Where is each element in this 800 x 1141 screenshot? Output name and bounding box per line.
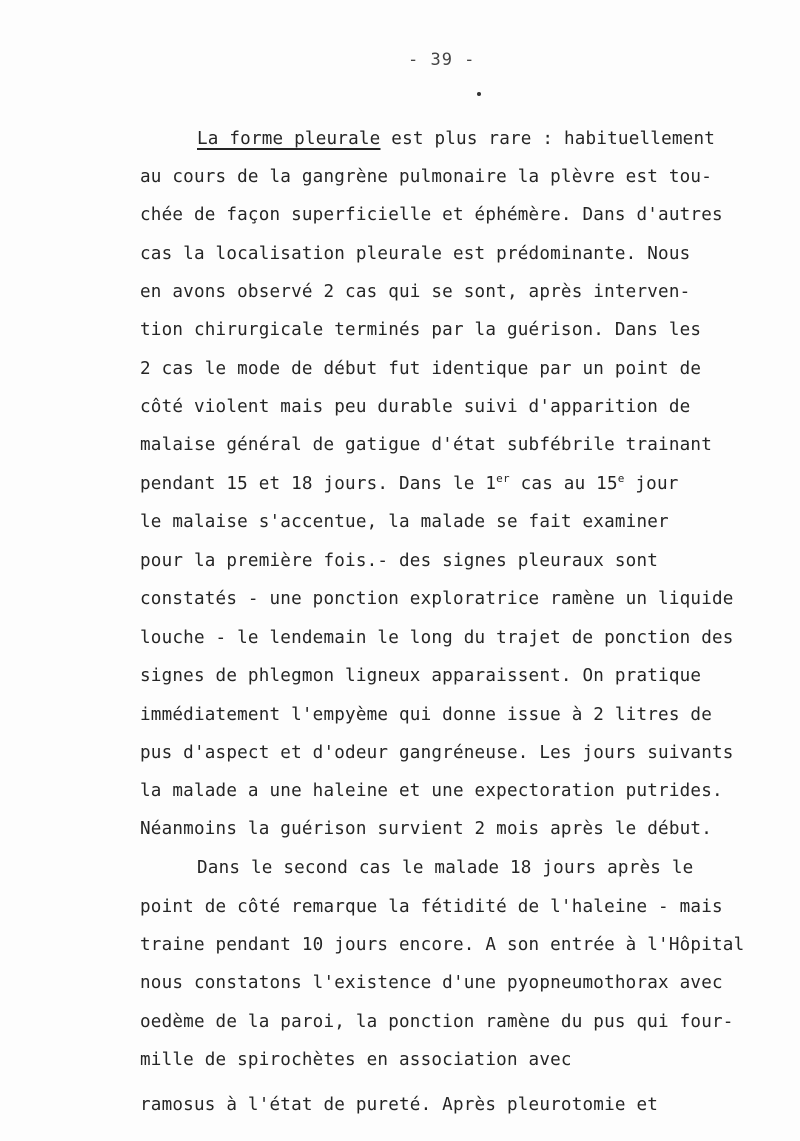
text-span: pendant 15 et 18 jours. Dans le 1 (140, 474, 497, 494)
text-line: la malade a une haleine et une expectoration putrides. (140, 781, 723, 801)
text-line: pour la première fois.- des signes pleuraux sont (140, 551, 659, 571)
text-line: 2 cas le mode de début fut identique par un point de (140, 359, 702, 379)
text-line: côté violent mais peu durable suivi d'apparition de (140, 397, 691, 417)
text-line (197, 128, 715, 150)
text-line: pus d'aspect et d'odeur gangréneuse. Les jours suivants (140, 743, 734, 763)
text-line: signes de phlegmon ligneux apparaissent. On pratique (140, 666, 702, 686)
text-line: chée de façon superficielle et éphémère. Dans d'autres (140, 205, 723, 225)
text-line: louche - le lendemain le long du trajet de ponction des (140, 628, 734, 648)
section-heading: La forme pleurale (197, 129, 381, 149)
page-number: - 39 - (408, 50, 476, 70)
ink-dot (477, 92, 481, 96)
text-line: nous constatons l'existence d'une pyopneumothorax avec (140, 973, 723, 993)
text-line: cas la localisation pleurale est prédominante. Nous (140, 244, 691, 264)
text-line: Néanmoins la guérison survient 2 mois après le début. (140, 819, 712, 839)
text-line: tion chirurgicale terminés par la guérison. Dans les (140, 320, 702, 340)
text-line: ramosus à l'état de pureté. Après pleurotomie et (140, 1095, 659, 1115)
text-line: point de côté remarque la fétidité de l'haleine - mais (140, 897, 723, 917)
text-line: constatés - une ponction exploratrice ramène un liquide (140, 589, 734, 609)
text-line: oedème de la paroi, la ponction ramène du pus qui four- (140, 1012, 734, 1032)
text-line: en avons observé 2 cas qui se sont, après interven- (140, 282, 691, 302)
text-line (140, 473, 679, 495)
text-span: jour (624, 474, 679, 494)
ordinal-suffix: er (496, 472, 510, 485)
text-line: au cours de la gangrène pulmonaire la plèvre est tou- (140, 167, 712, 187)
text-line: le malaise s'accentue, la malade se fait examiner (140, 512, 669, 532)
text-span: est plus rare : habituellement (380, 129, 716, 149)
text-span: cas au 15 (509, 474, 618, 494)
text-line: traine pendant 10 jours encore. A son entrée à l'Hôpital (140, 935, 745, 955)
text-line: malaise général de gatigue d'état subfébrile trainant (140, 435, 712, 455)
text-line: Dans le second cas le malade 18 jours après le (197, 858, 694, 878)
text-line: mille de spirochètes en association avec (140, 1050, 572, 1070)
text-line: immédiatement l'empyème qui donne issue à 2 litres de (140, 705, 712, 725)
ordinal-suffix: e (617, 472, 625, 485)
